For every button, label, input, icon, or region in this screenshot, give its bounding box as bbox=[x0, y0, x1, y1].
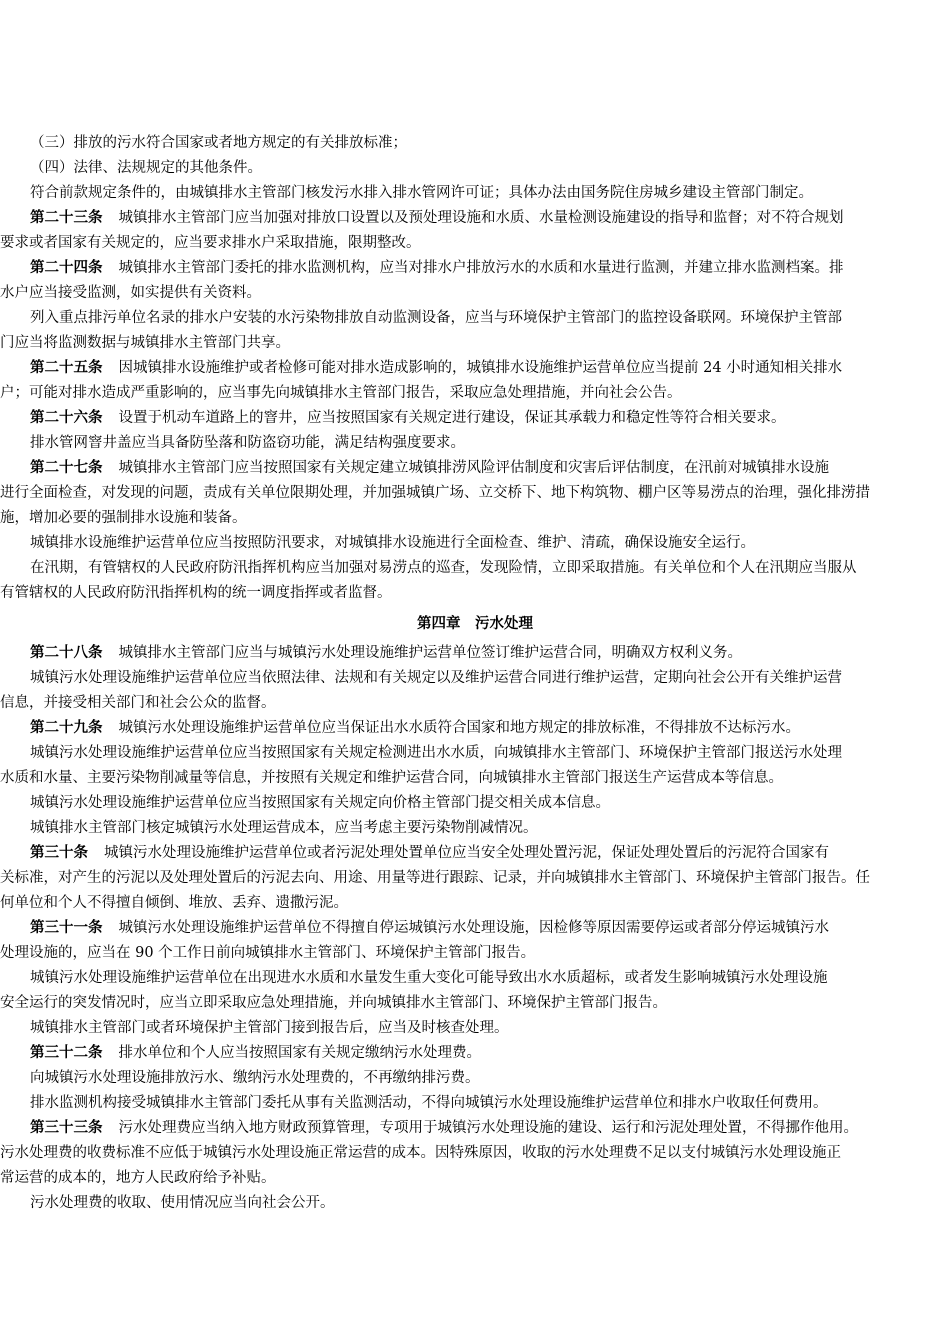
line-text: 城镇污水处理设施维护运营单位不得擅自停运城镇污水处理设施，因检修等原因需要停运或者部分停运城镇污水 bbox=[118, 920, 829, 936]
text-line bbox=[0, 482, 950, 504]
article-number: 第三十一条 bbox=[30, 919, 103, 936]
article-number: 第二十三条 bbox=[30, 209, 103, 226]
line-text: 城镇污水处理设施维护运营单位应当按照国家有关规定检测进出水水质，向城镇排水主管部门、环境保护主管部门报送污水处理 bbox=[30, 745, 842, 761]
line-text: 排水管网窨井盖应当具备防坠落和防盗窃功能，满足结构强度要求。 bbox=[30, 435, 465, 451]
text-line bbox=[0, 942, 950, 964]
line-text: 城镇排水主管部门或者环境保护主管部门接到报告后，应当及时核查处理。 bbox=[30, 1020, 509, 1036]
line-text: 污水处理费的收取、使用情况应当向社会公开。 bbox=[30, 1195, 335, 1211]
line-text: 向城镇污水处理设施排放污水、缴纳污水处理费的，不再缴纳排污费。 bbox=[30, 1070, 480, 1086]
line-text: 在汛期，有管辖权的人民政府防汛指挥机构应当加强对易涝点的巡查，发现险情，立即采取措施。有关单位和个人在汛期应当服从 bbox=[30, 560, 857, 576]
text-line bbox=[0, 232, 950, 254]
text-line bbox=[0, 692, 950, 714]
chapter-heading: 第四章 污水处理 bbox=[417, 615, 533, 632]
line-text: 有管辖权的人民政府防汛指挥机构的统一调度指挥或者监督。 bbox=[0, 585, 392, 601]
article-line bbox=[30, 1117, 950, 1139]
line-text: 处理设施的，应当在 90 个工作日前向城镇排水主管部门、环境保护主管部门报告。 bbox=[0, 945, 536, 961]
text-line bbox=[30, 432, 950, 454]
line-text: 常运营的成本的，地方人民政府给予补贴。 bbox=[0, 1170, 276, 1186]
text-line bbox=[30, 1017, 950, 1039]
line-text: 城镇排水设施维护运营单位应当按照防汛要求，对城镇排水设施进行全面检查、维护、清疏，确保设施安全运行。 bbox=[30, 535, 755, 551]
text-line bbox=[30, 742, 950, 764]
text-line bbox=[30, 667, 950, 689]
line-text: 排水单位和个人应当按照国家有关规定缴纳污水处理费。 bbox=[118, 1045, 481, 1061]
text-line bbox=[30, 1192, 950, 1214]
article-line bbox=[30, 257, 950, 279]
line-text: 设置于机动车道路上的窨井，应当按照国家有关规定进行建设，保证其承载力和稳定性等符合相关要求。 bbox=[118, 410, 786, 426]
line-text: 信息，并接受相关部门和社会公众的监督。 bbox=[0, 695, 276, 711]
article-number: 第二十五条 bbox=[30, 359, 103, 376]
article-line bbox=[30, 717, 950, 739]
article-number: 第三十条 bbox=[30, 844, 88, 861]
article-number: 第三十二条 bbox=[30, 1044, 103, 1061]
article-line bbox=[30, 407, 950, 429]
text-line bbox=[0, 332, 950, 354]
line-text: 城镇污水处理设施维护运营单位应当按照国家有关规定向价格主管部门提交相关成本信息。 bbox=[30, 795, 610, 811]
text-line bbox=[30, 792, 950, 814]
text-line bbox=[0, 582, 950, 604]
line-text: 污水处理费应当纳入地方财政预算管理，专项用于城镇污水处理设施的建设、运行和污泥处理处置，不得挪作他用。 bbox=[118, 1120, 858, 1136]
text-line bbox=[0, 507, 950, 529]
line-text: 城镇污水处理设施维护运营单位应当保证出水水质符合国家和地方规定的排放标准，不得排放不达标污水。 bbox=[118, 720, 800, 736]
line-text: 符合前款规定条件的，由城镇排水主管部门核发污水排入排水管网许可证；具体办法由国务院住房城乡建设主管部门制定。 bbox=[30, 185, 813, 201]
article-number: 第二十六条 bbox=[30, 409, 103, 426]
text-line bbox=[30, 557, 950, 579]
line-text: 城镇污水处理设施维护运营单位或者污泥处理处置单位应当安全处理处置污泥，保证处理处置后的污泥符合国家有 bbox=[104, 845, 829, 861]
line-text: 要求或者国家有关规定的，应当要求排水户采取措施，限期整改。 bbox=[0, 235, 421, 251]
text-line bbox=[0, 282, 950, 304]
text-line bbox=[0, 992, 950, 1014]
line-text: 水质和水量、主要污染物削减量等信息，并按照有关规定和维护运营合同，向城镇排水主管部门报送生产运营成本等信息。 bbox=[0, 770, 783, 786]
line-text: 城镇排水主管部门核定城镇污水处理运营成本，应当考虑主要污染物削减情况。 bbox=[30, 820, 538, 836]
text-line bbox=[0, 1142, 950, 1164]
text-line bbox=[30, 132, 950, 154]
text-line bbox=[0, 1167, 950, 1189]
line-text: 户；可能对排水造成严重影响的，应当事先向城镇排水主管部门报告，采取应急处理措施，并向社会公告。 bbox=[0, 385, 682, 401]
text-line bbox=[30, 817, 950, 839]
line-text: 进行全面检查，对发现的问题，责成有关单位限期处理，并加强城镇广场、立交桥下、地下构筑物、棚户区等易涝点的治理，强化排涝措 bbox=[0, 485, 870, 501]
line-text: 何单位和个人不得擅自倾倒、堆放、丢弃、遗撒污泥。 bbox=[0, 895, 348, 911]
article-line bbox=[30, 917, 950, 939]
article-line bbox=[30, 642, 950, 664]
text-line bbox=[30, 182, 950, 204]
article-line bbox=[30, 842, 950, 864]
line-text: 列入重点排污单位名录的排水户安装的水污染物排放自动监测设备，应当与环境保护主管部门的监控设备联网。环境保护主管部 bbox=[30, 310, 842, 326]
line-text: 城镇排水主管部门应当与城镇污水处理设施维护运营单位签订维护运营合同，明确双方权利义务。 bbox=[118, 645, 742, 661]
text-line bbox=[30, 532, 950, 554]
line-text: 施，增加必要的强制排水设施和装备。 bbox=[0, 510, 247, 526]
line-text: 水户应当接受监测，如实提供有关资料。 bbox=[0, 285, 261, 301]
text-line bbox=[30, 1092, 950, 1114]
line-text: 安全运行的突发情况时，应当立即采取应急处理措施，并向城镇排水主管部门、环境保护主管部门报告。 bbox=[0, 995, 667, 1011]
line-text: 因城镇排水设施维护或者检修可能对排水造成影响的，城镇排水设施维护运营单位应当提前 24 小时通知相关排水 bbox=[118, 360, 843, 376]
text-line bbox=[0, 867, 950, 889]
article-number: 第二十四条 bbox=[30, 259, 103, 276]
article-number: 第二十七条 bbox=[30, 459, 103, 476]
article-number: 第二十九条 bbox=[30, 719, 103, 736]
line-text: 门应当将监测数据与城镇排水主管部门共享。 bbox=[0, 335, 290, 351]
article-number: 第三十三条 bbox=[30, 1119, 103, 1136]
line-text: 城镇排水主管部门委托的排水监测机构，应当对排水户排放污水的水质和水量进行监测，并建立排水监测档案。排 bbox=[118, 260, 844, 276]
line-text: 城镇排水主管部门应当按照国家有关规定建立城镇排涝风险评估制度和灾害后评估制度，在汛前对城镇排水设施 bbox=[118, 460, 829, 476]
article-line bbox=[30, 357, 950, 379]
line-text: 城镇污水处理设施维护运营单位在出现进水水质和水量发生重大变化可能导致出水水质超标，或者发生影响城镇污水处理设施 bbox=[30, 970, 828, 986]
text-line bbox=[30, 967, 950, 989]
line-text: 城镇排水主管部门应当加强对排放口设置以及预处理设施和水质、水量检测设施建设的指导和监督；对不符合规划 bbox=[118, 210, 844, 226]
article-line bbox=[30, 1042, 950, 1064]
line-text: 关标准，对产生的污泥以及处理处置后的污泥去向、用途、用量等进行跟踪、记录，并向城镇排水主管部门、环境保护主管部门报告。任 bbox=[0, 870, 870, 886]
text-line bbox=[30, 1067, 950, 1089]
text-line bbox=[30, 307, 950, 329]
article-line bbox=[30, 207, 950, 229]
text-line bbox=[0, 382, 950, 404]
article-line bbox=[30, 457, 950, 479]
text-line bbox=[0, 767, 950, 789]
line-text: 排水监测机构接受城镇排水主管部门委托从事有关监测活动，不得向城镇污水处理设施维护运营单位和排水户收取任何费用。 bbox=[30, 1095, 828, 1111]
article-number: 第二十八条 bbox=[30, 644, 103, 661]
text-line bbox=[30, 157, 950, 179]
line-text: （四）法律、法规规定的其他条件。 bbox=[30, 160, 262, 176]
line-text: 城镇污水处理设施维护运营单位应当依照法律、法规和有关规定以及维护运营合同进行维护运营，定期向社会公开有关维护运营 bbox=[30, 670, 842, 686]
line-text: 污水处理费的收费标准不应低于城镇污水处理设施正常运营的成本。因特殊原因，收取的污水处理费不足以支付城镇污水处理设施正 bbox=[0, 1145, 841, 1161]
text-line bbox=[0, 892, 950, 914]
line-text: （三）排放的污水符合国家或者地方规定的有关排放标准； bbox=[30, 135, 407, 151]
